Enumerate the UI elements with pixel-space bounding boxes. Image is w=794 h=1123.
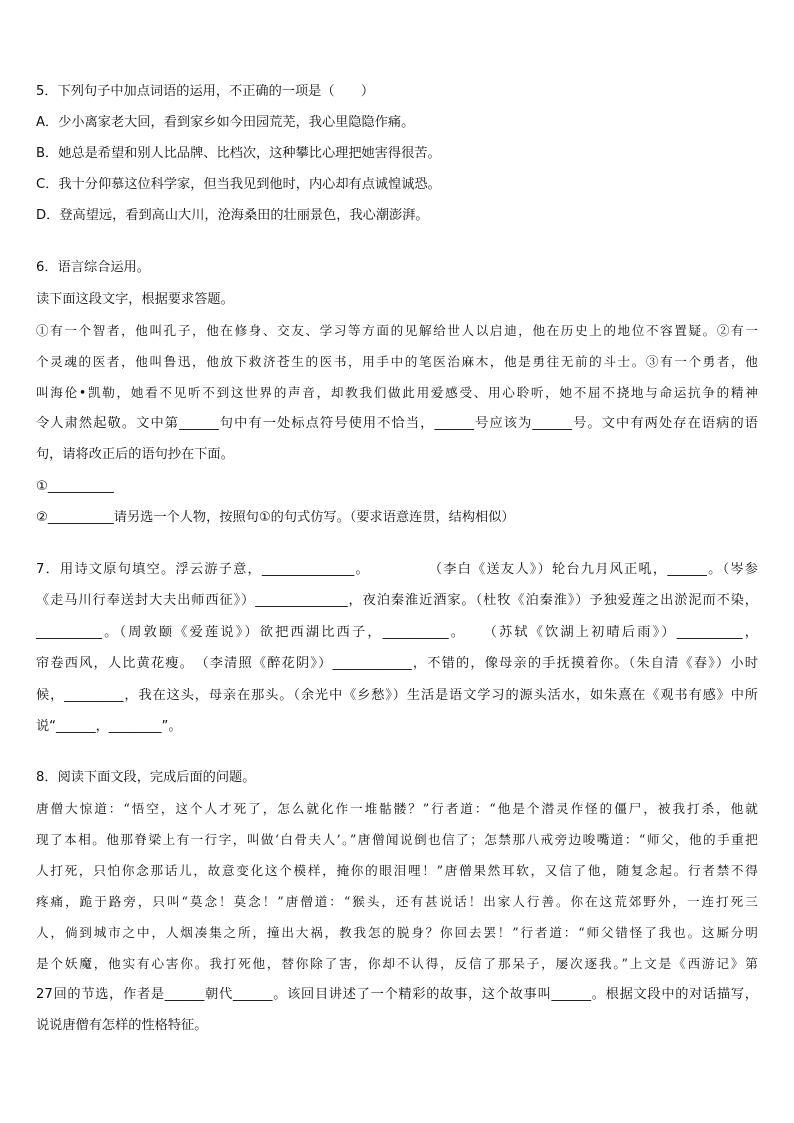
question-6-answer-1: ①__________ (36, 479, 114, 494)
question-8-passage-line: 人打死，只怕你念那话儿，故意变化这个模样，掩你的眼泪哩！”唐僧果然耳软，又信了他，随复念起。行者禁不得 (36, 863, 758, 878)
question-7-line: 帘卷西风，人比黄花瘦。 （李清照《醉花阴》）____________，不错的，像母亲的手抚摸着你。（朱自清《春》）小时 (36, 656, 758, 671)
question-6-passage-line: 令人肃然起敬。文中第______句中有一处标点符号使用不恰当，______号应该为______号。文中有两处存在语病的语 (36, 416, 758, 431)
question-7-line: 《走马川行奉送封大夫出师西征》）______________，夜泊秦淮近酒家。（杜牧《泊秦淮》）予独爱莲之出淤泥而不染， (36, 593, 758, 608)
question-7-line: 候，_________，我在这头，母亲在那头。（余光中《乡愁》）生活是语文学习的源头活水，如朱熹在《观书有感》中所 (36, 688, 758, 703)
question-8-passage-line: 唐僧大惊道：“悟空，这个人才死了，怎么就化作一堆骷髅？”行者道：“他是个潜灵作怪的僵尸，被我打杀，他就 (36, 801, 758, 816)
question-8-passage-line: 疼痛，跪于路旁，只叫“莫念！莫念！”唐僧道：“猴头，还有甚说话！出家人行善。你在这荒郊野外，一连打死三 (36, 894, 758, 909)
question-6-answer-2: ②__________请另选一个人物，按照句①的句式仿写。（要求语意连贯，结构相似） (36, 510, 515, 525)
question-6-passage-line: 句，请将改正后的语句抄在下面。 (36, 447, 234, 462)
question-5-option-c: C．我十分仰慕这位科学家，但当我见到他时，内心却有点诚惶诚恐。 (36, 177, 441, 192)
question-6-passage-line: ①有一个智者，他叫孔子，他在修身、交友、学习等方面的见解给世人以启迪，他在历史上的地位不容置疑。②有一 (36, 323, 758, 338)
question-5-option-a: A．少小离家老大回，看到家乡如今田园荒芜，我心里隐隐作痛。 (36, 115, 415, 130)
question-8-stem: 8．阅读下面文段，完成后面的问题。 (36, 770, 256, 785)
question-8-passage-line: 是个妖魔，他实有心害你。我打死他，替你除了害，你却不认得，反信了那呆子，屡次逐我。”上文是《西游记》第 (36, 956, 758, 971)
question-7-line: __________。（周敦颐《爱莲说》）欲把西湖比西子，__________。 （苏轼《饮湖上初晴后雨》）__________， (36, 625, 758, 640)
question-8-tail-line: 说说唐僧有怎样的性格特征。 (36, 1018, 208, 1033)
question-8-passage-line: 人，倘到城市之中，人烟凑集之所，撞出大祸，教我怎的脱身？你回去罢！”行者道：“师父错怪了我也。这厮分明 (36, 925, 758, 940)
question-6-passage-line: 个灵魂的医者，他叫鲁迅，他放下救济苍生的医书，用手中的笔医治麻木，他是勇往无前的斗士。③有一个勇者，他 (36, 354, 758, 369)
question-5-option-b: B．她总是希望和别人比品牌、比档次，这种攀比心理把她害得很苦。 (36, 146, 441, 161)
question-7-line: 7．用诗文原句填空。浮云游子意，______________。 （李白《送友人》）轮台九月风正吼，______。（岑参 (36, 562, 758, 577)
question-5-stem: 5．下列句子中加点词语的运用，不正确的一项是（ ） (36, 84, 375, 99)
question-6-passage-line: 叫海伦•凯勒，她看不见听不到这世界的声音，却教我们做此用爱感受、用心聆听，她不屈不挠地与命运抗争的精神 (36, 385, 758, 400)
question-8-tail-line: 27回的节选，作者是______朝代______。该回目讲述了一个精彩的故事，这个故事叫______。根据文段中的对话描写， (36, 987, 758, 1002)
question-5-option-d: D．登高望远，看到高山大川，沧海桑田的壮丽景色，我心潮澎湃。 (36, 208, 429, 223)
question-6-stem: 6．语言综合运用。 (36, 260, 150, 275)
question-8-passage-line: 现了本相。他那脊梁上有一行字，叫做‘白骨夫人’。”唐僧闻说倒也信了；怎禁那八戒旁边唆嘴道：“师父，他的手重把 (36, 832, 758, 847)
question-7-line: 说“______，________”。 (36, 719, 182, 734)
question-6-intro: 读下面这段文字，根据要求答题。 (36, 292, 234, 307)
